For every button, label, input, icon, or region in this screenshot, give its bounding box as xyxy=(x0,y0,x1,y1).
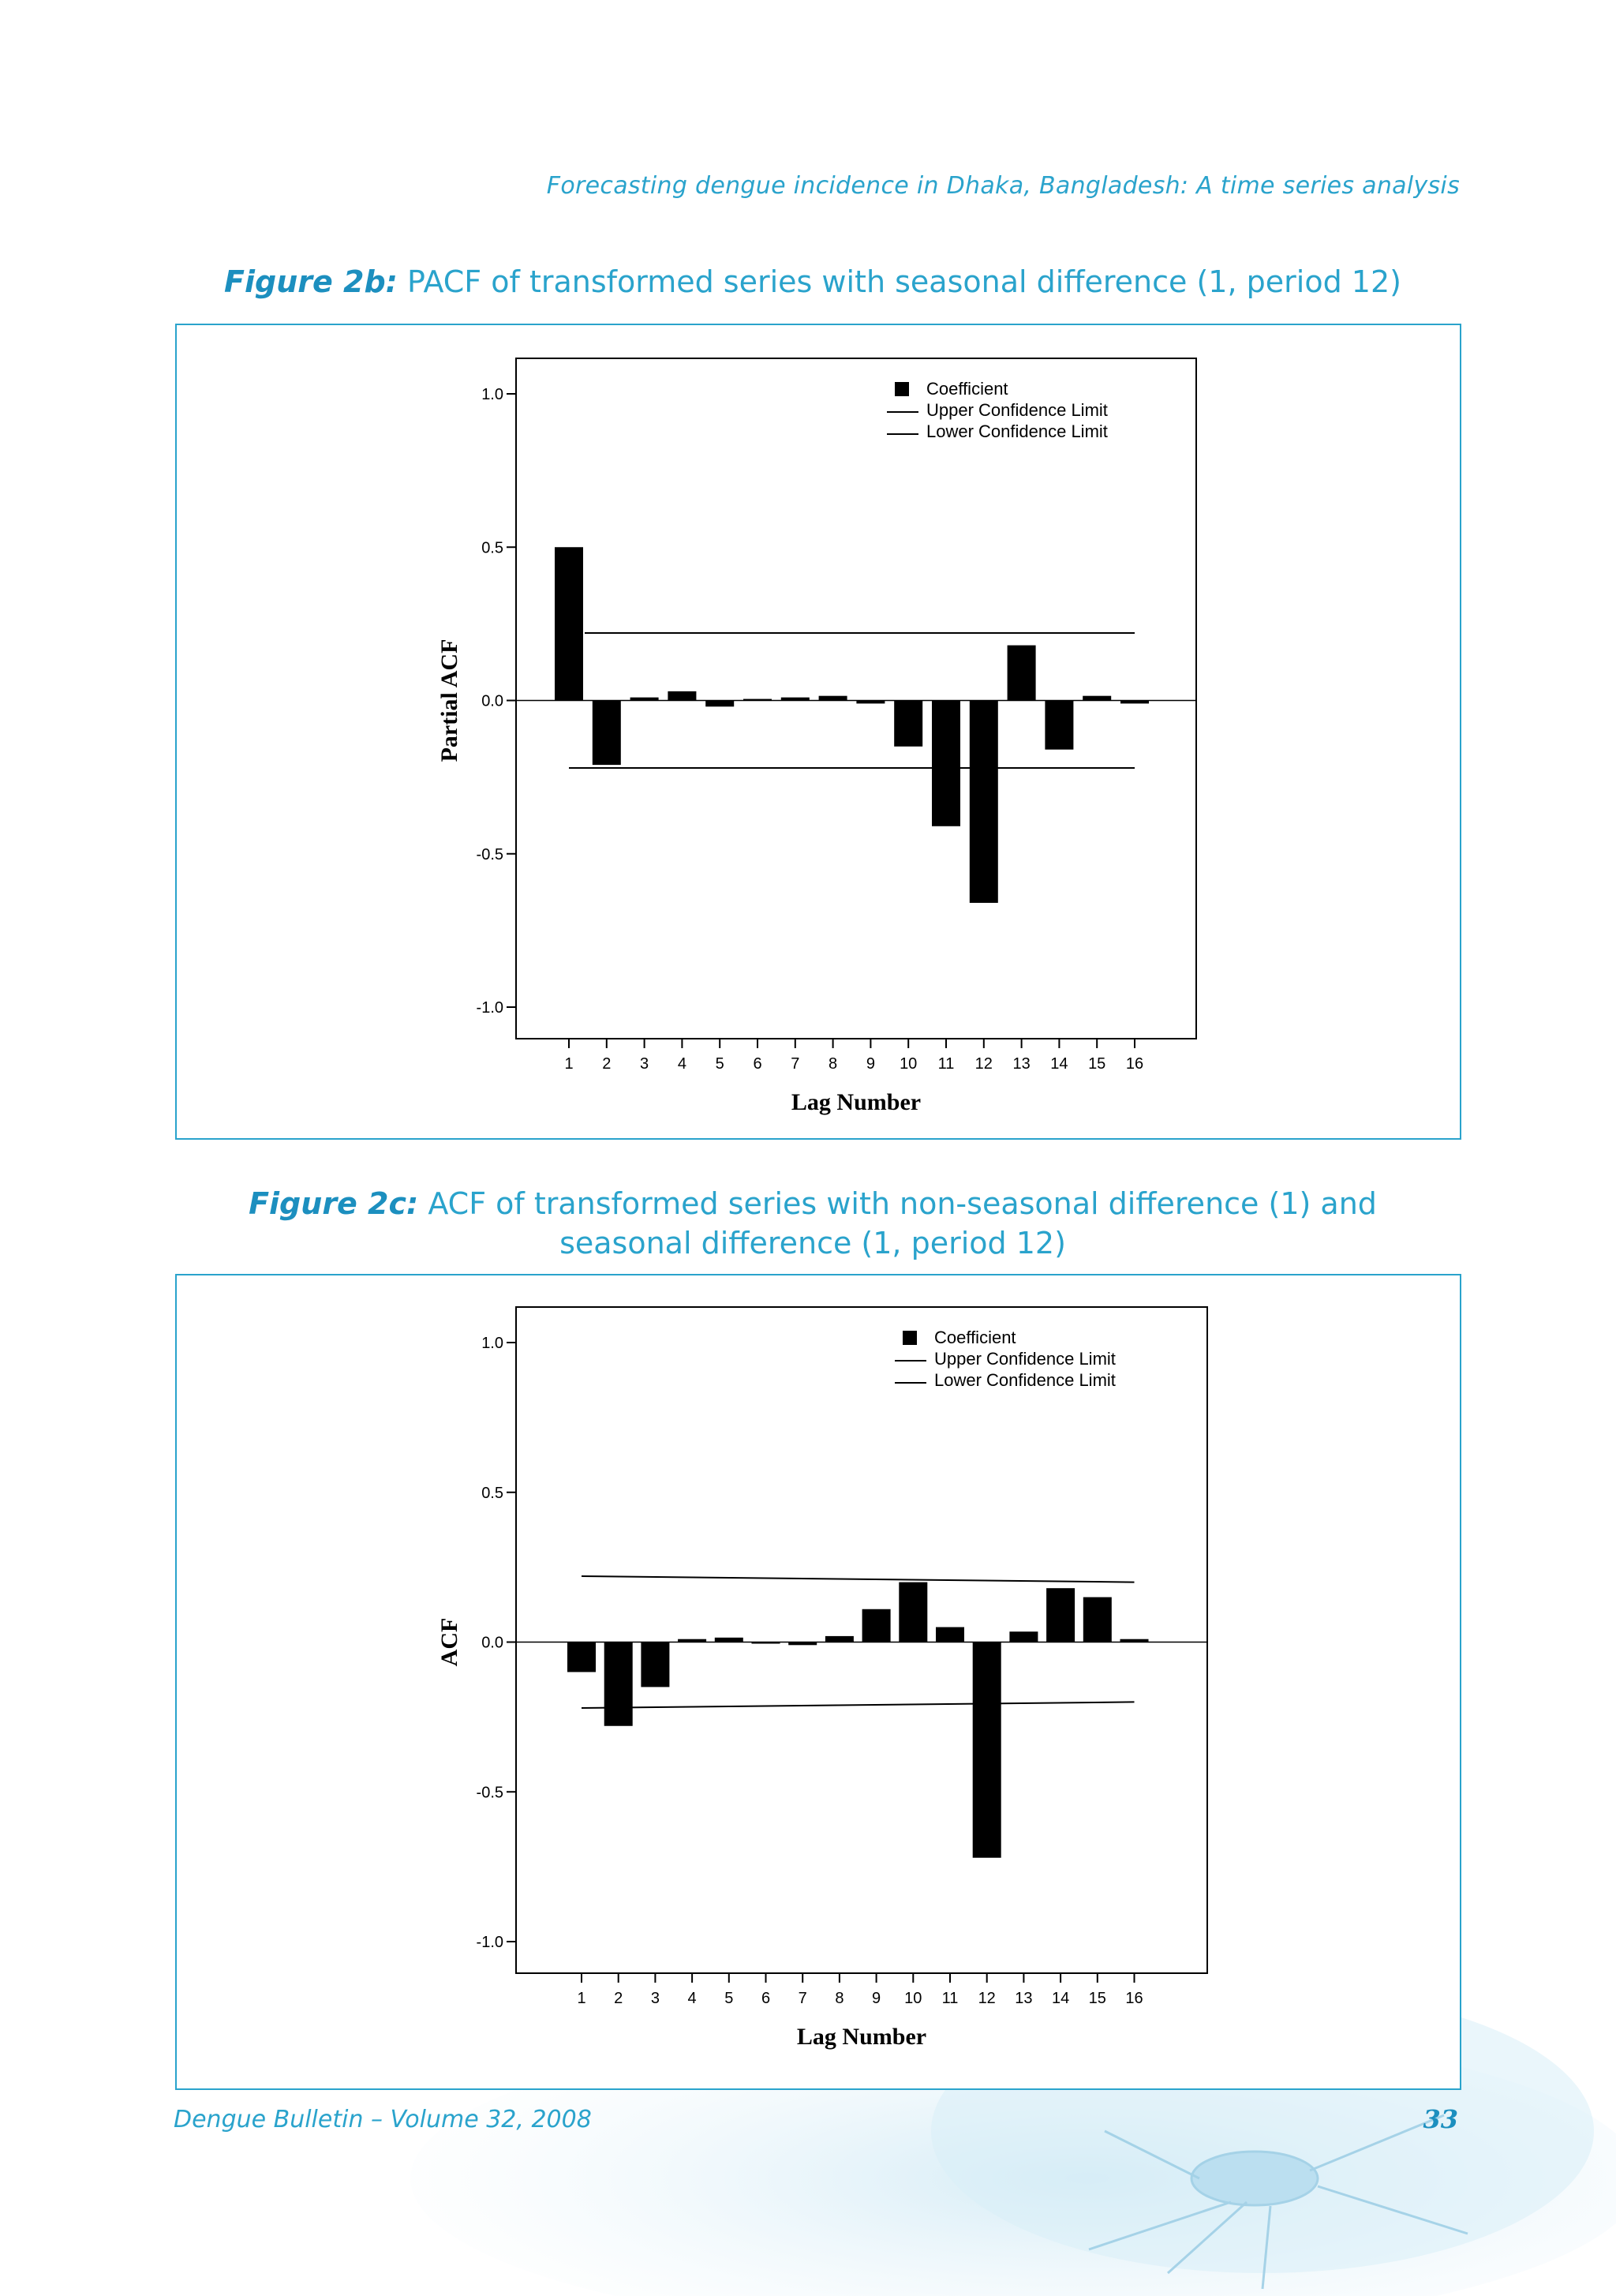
legend-entry: Lower Confidence Limit xyxy=(934,1370,1116,1390)
legend-entry: Upper Confidence Limit xyxy=(934,1349,1116,1369)
x-tick-label: 1 xyxy=(577,1990,586,2007)
figure-2c-title xyxy=(166,1184,1460,1263)
y-tick-label: 0.5 xyxy=(481,1484,503,1502)
bar-lag-16 xyxy=(1120,701,1149,704)
bar-lag-9 xyxy=(856,701,885,704)
legend-entry: Coefficient xyxy=(926,379,1008,399)
x-tick-label: 3 xyxy=(640,1055,649,1073)
figure-2b-caption: PACF of transformed series with seasonal difference (1, period 12) xyxy=(406,264,1401,299)
x-tick-label: 5 xyxy=(724,1990,734,2007)
bar-lag-14 xyxy=(1045,701,1073,750)
x-tick-label: 14 xyxy=(1051,1990,1070,2007)
x-tick-label: 16 xyxy=(1125,1055,1144,1073)
x-tick-label: 13 xyxy=(1015,1990,1033,2007)
bar-lag-1 xyxy=(567,1642,596,1672)
bar-lag-11 xyxy=(932,701,960,826)
figure-2b-label: Figure 2b: xyxy=(224,264,398,299)
x-tick-label: 11 xyxy=(941,1990,959,2007)
x-axis-title: Lag Number xyxy=(791,1089,922,1115)
x-tick-label: 10 xyxy=(900,1055,918,1073)
y-tick-label: 1.0 xyxy=(481,1335,503,1352)
x-tick-label: 14 xyxy=(1050,1055,1068,1073)
x-tick-label: 9 xyxy=(866,1055,875,1073)
bar-lag-10 xyxy=(899,1582,927,1642)
figure-2c-caption-line2: seasonal difference (1, period 12) xyxy=(559,1226,1066,1260)
y-tick-label: 0.5 xyxy=(481,539,503,557)
pacf-chart xyxy=(177,325,1460,1138)
y-tick-label: -1.0 xyxy=(476,1934,503,1951)
y-tick-label: -0.5 xyxy=(476,1784,503,1802)
y-axis-title: Partial ACF xyxy=(436,639,462,762)
bar-lag-12 xyxy=(970,701,998,903)
bar-lag-2 xyxy=(604,1642,633,1726)
figure-2b-box xyxy=(175,324,1461,1140)
bar-lag-4 xyxy=(668,691,696,701)
bar-lag-8 xyxy=(819,696,847,701)
x-tick-label: 4 xyxy=(687,1990,697,2007)
bar-lag-2 xyxy=(593,701,621,766)
x-tick-label: 5 xyxy=(715,1055,724,1073)
lower-confidence-line xyxy=(582,1702,1135,1708)
bar-lag-16 xyxy=(1120,1639,1149,1642)
legend-entry: Coefficient xyxy=(934,1328,1016,1347)
x-tick-label: 1 xyxy=(564,1055,574,1073)
x-tick-label: 13 xyxy=(1012,1055,1031,1073)
bar-lag-7 xyxy=(781,698,810,701)
x-tick-label: 4 xyxy=(677,1055,686,1073)
bar-lag-12 xyxy=(973,1642,1001,1858)
figure-2b-title xyxy=(166,262,1460,302)
page-number: 33 xyxy=(1423,2104,1458,2134)
x-tick-label: 15 xyxy=(1088,1055,1106,1073)
legend-coefficient-swatch xyxy=(895,382,909,396)
bar-lag-13 xyxy=(1008,646,1036,701)
legend-entry: Lower Confidence Limit xyxy=(926,421,1108,441)
bar-lag-10 xyxy=(894,701,922,747)
figure-2c-caption-line1: ACF of transformed series with non-seasonal difference (1) and xyxy=(428,1186,1377,1221)
bar-lag-3 xyxy=(630,698,659,701)
bar-lag-6 xyxy=(752,1642,780,1644)
bar-lag-6 xyxy=(743,699,772,701)
figure-2c-label: Figure 2c: xyxy=(249,1186,419,1221)
bar-lag-3 xyxy=(641,1642,669,1687)
y-tick-label: -1.0 xyxy=(476,999,503,1017)
bar-lag-5 xyxy=(715,1638,743,1642)
bar-lag-8 xyxy=(825,1636,854,1642)
bar-lag-9 xyxy=(862,1609,891,1642)
y-tick-label: 1.0 xyxy=(481,386,503,403)
y-tick-label: 0.0 xyxy=(481,692,503,710)
x-tick-label: 10 xyxy=(904,1990,922,2007)
footer-journal: Dengue Bulletin – Volume 32, 2008 xyxy=(174,2106,592,2133)
bar-lag-13 xyxy=(1009,1631,1038,1642)
x-tick-label: 8 xyxy=(835,1990,844,2007)
x-tick-label: 7 xyxy=(791,1055,800,1073)
bar-lag-14 xyxy=(1046,1588,1075,1642)
figure-2c-box xyxy=(175,1274,1461,2090)
x-tick-label: 2 xyxy=(602,1055,612,1073)
x-tick-label: 12 xyxy=(974,1055,993,1073)
y-tick-label: 0.0 xyxy=(481,1634,503,1652)
x-tick-label: 11 xyxy=(937,1055,955,1073)
x-tick-label: 6 xyxy=(761,1990,771,2007)
y-axis-title: ACF xyxy=(436,1617,462,1667)
x-tick-label: 3 xyxy=(650,1990,660,2007)
bar-lag-5 xyxy=(705,701,734,707)
x-tick-label: 9 xyxy=(872,1990,881,2007)
bar-lag-1 xyxy=(555,547,583,700)
bar-lag-15 xyxy=(1083,1597,1112,1642)
acf-chart xyxy=(177,1275,1460,2088)
legend-entry: Upper Confidence Limit xyxy=(926,400,1108,420)
x-tick-label: 8 xyxy=(829,1055,838,1073)
x-axis-title: Lag Number xyxy=(796,2024,927,2050)
x-tick-label: 12 xyxy=(978,1990,996,2007)
bar-lag-15 xyxy=(1083,696,1111,701)
x-tick-label: 7 xyxy=(798,1990,807,2007)
x-tick-label: 15 xyxy=(1088,1990,1106,2007)
x-tick-label: 16 xyxy=(1125,1990,1143,2007)
legend-coefficient-swatch xyxy=(903,1331,917,1345)
x-tick-label: 6 xyxy=(753,1055,762,1073)
bar-lag-7 xyxy=(788,1642,817,1646)
running-header: Forecasting dengue incidence in Dhaka, Bangladesh: A time series analysis xyxy=(546,172,1460,200)
upper-confidence-line xyxy=(582,1576,1135,1582)
x-tick-label: 2 xyxy=(614,1990,623,2007)
y-tick-label: -0.5 xyxy=(476,845,503,863)
bar-lag-11 xyxy=(936,1627,964,1642)
bar-lag-4 xyxy=(678,1639,706,1642)
